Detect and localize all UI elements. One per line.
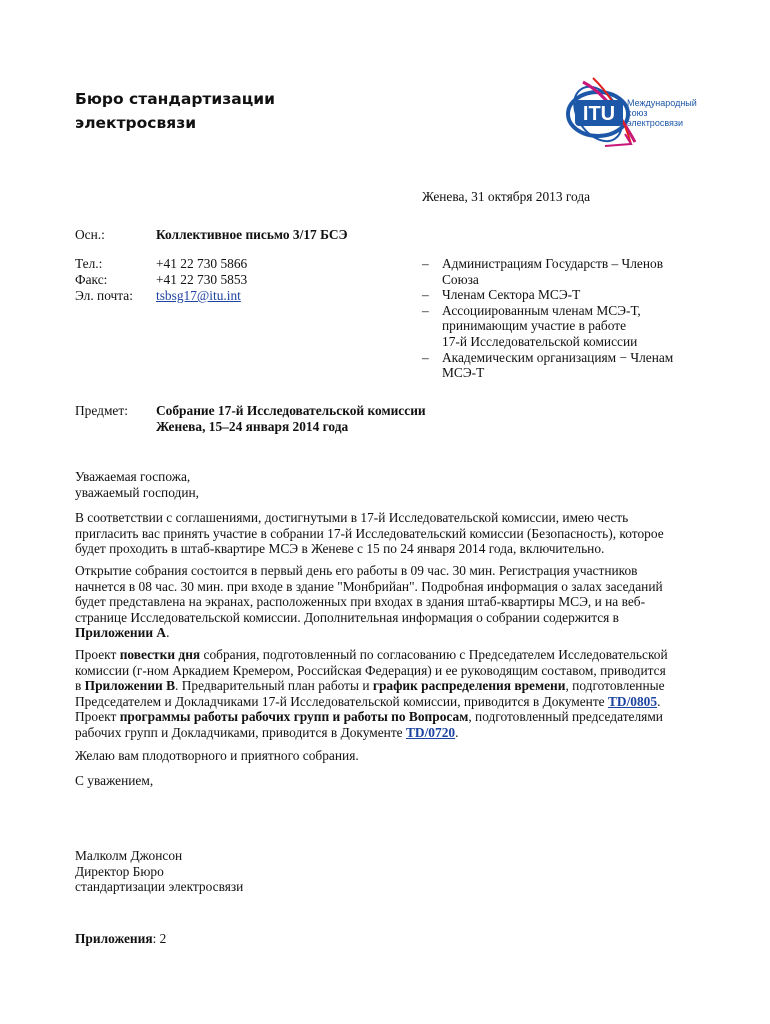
salutation-line: уважаемый господин, xyxy=(75,484,200,500)
text-line xyxy=(75,647,703,663)
addressee-line: Союза xyxy=(442,271,479,287)
addressee-item xyxy=(422,256,712,287)
bureau-title-line1: Бюро стандартизации xyxy=(75,90,275,108)
text-run: , подготовленные xyxy=(565,678,665,694)
logo-text-line: Международный xyxy=(627,98,697,108)
paragraph-registration xyxy=(75,563,703,641)
text-line xyxy=(75,694,703,710)
text-run: Проект xyxy=(75,647,120,662)
text-line: В соответствии с соглашениями, достигнутыми в 17-й Исследовательской комиссии, имею честь xyxy=(75,510,629,525)
schedule-term: график распределения времени xyxy=(372,678,566,694)
text-run: . Предварительный план работы и xyxy=(175,678,373,694)
annexes-label: Приложения xyxy=(75,931,153,946)
text-line: странице Исследовательской комиссии. Дополнительная информация о собрании содержится в xyxy=(75,609,620,625)
closing: С уважением, xyxy=(75,773,154,788)
work-programme-term: программы работы рабочих групп и работы по Вопросам xyxy=(119,709,469,725)
text-line xyxy=(75,709,703,725)
bureau-title xyxy=(75,87,375,135)
letter-date: Женева, 31 октября 2013 года xyxy=(422,189,591,204)
addressee-item xyxy=(422,303,712,350)
text-run: . xyxy=(166,625,170,641)
dash: – xyxy=(422,256,429,271)
td0805-link[interactable]: TD/0805 xyxy=(607,693,658,709)
paragraph-agenda xyxy=(75,647,703,741)
logo-text-line: электросвязи xyxy=(627,118,684,128)
text-run: . xyxy=(455,724,459,740)
signature-block xyxy=(75,848,703,895)
ref-label: Осн.: xyxy=(75,227,105,242)
signatory-name: Малколм Джонсон xyxy=(75,848,183,863)
text-run: собрания, подготовленный по согласованию с Председателем Исследовательской xyxy=(200,647,668,662)
annex-b-ref: Приложении B xyxy=(84,678,176,694)
dash: – xyxy=(422,349,429,365)
agenda-term: повестки дня xyxy=(119,647,201,662)
text-line: комиссии (г-ном Аркадием Кремером, Российская Федерация) и ее руководящим составом, приводится xyxy=(75,662,666,678)
text-line: будет представлена на экранах, расположенных при входах в здания штаб-квартиры МСЭ, и на веб- xyxy=(75,594,646,610)
logo-text-line: союз xyxy=(627,108,648,118)
text-run: в xyxy=(75,678,85,694)
fax-value: +41 22 730 5853 xyxy=(156,272,248,287)
addressee-item xyxy=(422,350,712,381)
tel-label: Тел.: xyxy=(75,256,103,271)
subject-label: Предмет: xyxy=(75,403,128,418)
email-label: Эл. почта: xyxy=(75,288,133,303)
text-run: , подготовленный председателями xyxy=(468,709,663,725)
dash: – xyxy=(422,302,429,318)
email-link[interactable]: tsbsg17@itu.int xyxy=(156,288,241,303)
td0720-link[interactable]: TD/0720 xyxy=(405,724,456,740)
addressee-line: Членам Сектора МСЭ-Т xyxy=(442,287,581,303)
addressee-line: принимающим участие в работе xyxy=(442,318,627,334)
tel-value: +41 22 730 5866 xyxy=(156,256,248,271)
paragraph-wish: Желаю вам плодотворного и приятного собрания. xyxy=(75,748,359,763)
text-run: Проект xyxy=(75,709,120,725)
addressee-list xyxy=(422,256,712,381)
addressee-line: МСЭ-Т xyxy=(442,365,485,381)
bureau-title-line2: электросвязи xyxy=(75,114,197,132)
annexes-count: : 2 xyxy=(152,931,167,946)
fax-label: Факс: xyxy=(75,272,108,287)
addressee-line: Администрациям Государств – Членов xyxy=(442,256,664,271)
email-value xyxy=(156,288,241,304)
text-line: Открытие собрания состоится в первый день его работы в 09 час. 30 мин. Регистрация участников xyxy=(75,563,638,578)
text-line xyxy=(75,725,703,741)
salutation-line: Уважаемая госпожа, xyxy=(75,469,191,484)
text-run: рабочих групп и Докладчиками, приводится в Документе xyxy=(75,724,406,740)
addressee-line: Академическим организациям − Членам xyxy=(442,349,674,365)
text-run: Председателем и Докладчиками 17-й Исследовательской комиссии, приводится в Документе xyxy=(75,693,608,709)
text-line: будет проходить в штаб-квартире МСЭ в Женеве с 15 по 24 января 2014 года, включительно. xyxy=(75,541,605,557)
addressee-line: Ассоциированным членам МСЭ-Т, xyxy=(442,302,641,318)
svg-text:ITU: ITU xyxy=(582,103,616,125)
annexes-line xyxy=(75,931,703,947)
itu-logo-text xyxy=(627,98,717,128)
dash: – xyxy=(422,287,429,303)
paragraph-invitation xyxy=(75,510,703,557)
text-line: пригласить вас принять участие в собрании 17-й Исследовательский комиссии (Безопасность), которое xyxy=(75,525,664,541)
addressee-line: 17-й Исследовательской комиссии xyxy=(442,333,638,349)
subject-line1: Собрание 17-й Исследовательской комиссии xyxy=(156,403,426,418)
text-line: начнется в 08 час. 30 мин. при входе в здание "Монбрийан". Подробная информация о залах заседаний xyxy=(75,578,663,594)
salutation xyxy=(75,469,703,500)
addressee-item xyxy=(422,287,712,303)
text-line xyxy=(75,625,703,641)
subject-line2: Женева, 15–24 января 2014 года xyxy=(156,419,349,434)
signatory-title: стандартизации электросвязи xyxy=(75,879,244,895)
text-line xyxy=(75,678,703,694)
ref-value: Коллективное письмо 3/17 БСЭ xyxy=(156,227,348,242)
annex-a-ref: Приложении А xyxy=(75,625,167,641)
text-run: . xyxy=(657,693,661,709)
signatory-title: Директор Бюро xyxy=(75,863,164,879)
itu-logo xyxy=(565,74,715,154)
